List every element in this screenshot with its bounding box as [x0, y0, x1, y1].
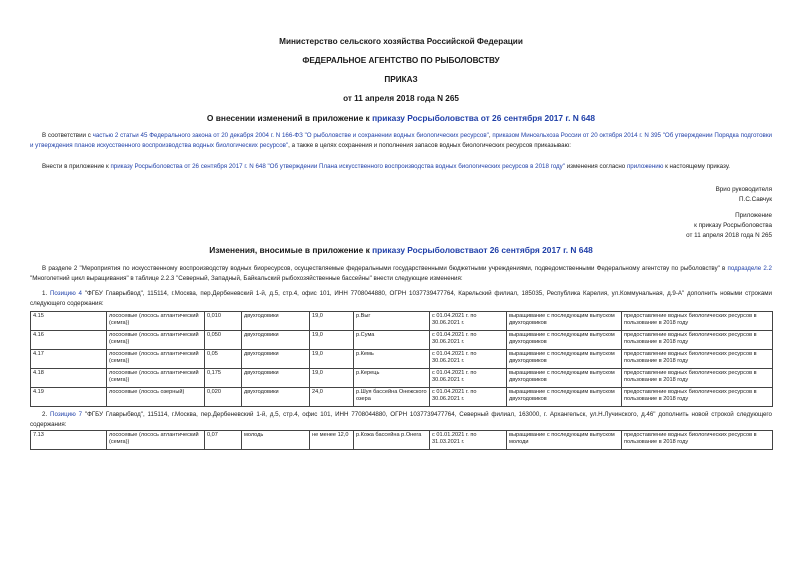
position-7-link[interactable]: Позицию 7	[50, 411, 83, 418]
table-cell: с 01.04.2021 г. по 30.06.2021 г.	[430, 388, 507, 407]
table-cell: предоставление водных биологических ресурсов в пользование в 2018 году	[622, 369, 773, 388]
table-row	[31, 388, 773, 407]
table-cell: двухгодовики	[242, 350, 310, 369]
table-cell: двухгодовики	[242, 331, 310, 350]
table-cell: двухгодовики	[242, 369, 310, 388]
paragraph-position-4: 1. Позицию 4 "ФГБУ Главрыбвод", 115114, г.Москва, пер.Дербеневский 1-й, д.5, стр.4, офис 101, ИНН 7708044880, ОГРН 1037739477764, Карельский филиал, 185035, Республика Карелия, ул.Коммунальная, д.9-А" дополнить новыми строками следующего содержания:	[30, 290, 772, 307]
table-cell: 0,07	[205, 431, 242, 450]
table-cell: 0,050	[205, 331, 242, 350]
table-cell: предоставление водных биологических ресурсов в пользование в 2018 году	[622, 388, 773, 407]
changes-title: Изменения, вносимые в приложение к приказу Росрыболовстваот 26 сентября 2017 г. N 648	[209, 245, 593, 255]
table-row	[31, 369, 773, 388]
table-cell: предоставление водных биологических ресурсов в пользование в 2018 году	[622, 331, 773, 350]
table-cell: 0,05	[205, 350, 242, 369]
table-cell: 19,0	[310, 331, 354, 350]
agency-heading: ФЕДЕРАЛЬНОЕ АГЕНТСТВО ПО РЫБОЛОВСТВУ	[302, 56, 500, 65]
appendix-line-2: к приказу Росрыболовства	[694, 221, 772, 229]
table-cell: р.Кемь	[354, 350, 430, 369]
table-cell: двухгодовики	[242, 388, 310, 407]
ministry-heading: Министерство сельского хозяйства Российской Федерации	[279, 37, 523, 46]
table-cell: с 01.04.2021 г. по 30.06.2021 г.	[430, 369, 507, 388]
table-cell: выращивание с последующим выпуском двухгодовиков	[507, 312, 622, 331]
table-cell: лососевые (лосось атлантический (семга))	[107, 369, 205, 388]
table-cell: р.Кожа бассейна р.Онега	[354, 431, 430, 450]
table-cell: лососевые (лосось атлантический (семга))	[107, 312, 205, 331]
table-cell: предоставление водных биологических ресурсов в пользование в 2018 году	[622, 431, 773, 450]
table-cell: 0,020	[205, 388, 242, 407]
table-cell: р.Шуя бассейна Онежского озера	[354, 388, 430, 407]
table-cell: р.Выг	[354, 312, 430, 331]
table-cell: выращивание с последующим выпуском молоди	[507, 431, 622, 450]
table-cell: 19,0	[310, 350, 354, 369]
table-cell: 4.15	[31, 312, 107, 331]
table-position-7	[30, 430, 773, 450]
order-date: от 11 апреля 2018 года N 265	[343, 94, 459, 103]
table-cell: выращивание с последующим выпуском двухгодовиков	[507, 331, 622, 350]
position-4-link[interactable]: Позицию 4	[49, 290, 82, 297]
table-cell: выращивание с последующим выпуском двухгодовиков	[507, 350, 622, 369]
signature-block	[716, 185, 772, 205]
table-cell: предоставление водных биологических ресурсов в пользование в 2018 году	[622, 350, 773, 369]
table-cell: р.Керець	[354, 369, 430, 388]
ministry-order-link[interactable]: приказом Минсельхоза России от 20 октября 2014 г. N 395 "Об утверждении Порядка подготовки и утверждения планов искусственного воспроизводства водных биологических ресурсов"	[30, 132, 772, 149]
table-cell: 4.18	[31, 369, 107, 388]
appendix-line-3: от 11 апреля 2018 года N 265	[686, 231, 772, 239]
paragraph-order: Внести в приложение к приказу Росрыболовства от 26 сентября 2017 г. N 648 "Об утверждении Плана искусственного воспроизводства водных биологических ресурсов в 2018 году" изменения согласно приложению к настоящему приказу.	[42, 163, 731, 170]
appendix-line-1: Приложение	[735, 212, 772, 219]
table-cell: 0,010	[205, 312, 242, 331]
table-cell: молодь	[242, 431, 310, 450]
table-cell: выращивание с последующим выпуском двухгодовиков	[507, 369, 622, 388]
signature-role: Врио руководителя	[715, 186, 772, 193]
changes-title-link[interactable]: приказу Росрыболовстваот 26 сентября 2017 г. N 648	[372, 245, 593, 255]
table-cell: 4.17	[31, 350, 107, 369]
table-cell: 19,0	[310, 312, 354, 331]
order-title: О внесении изменений в приложение к приказу Росрыболовства от 26 сентября 2017 г. N 648	[206, 113, 596, 123]
table-cell: выращивание с последующим выпуском двухгодовиков	[507, 388, 622, 407]
subsection-link[interactable]: подразделе 2.2	[727, 265, 772, 272]
table-cell: 0,175	[205, 369, 242, 388]
paragraph-basis: В соответствии с частью 2 статьи 45 Федерального закона от 20 декабря 2004 г. N 166-ФЗ "О рыболовстве и сохранении водных биологических ресурсов", приказом Минсельхоза России от 20 октября 2014 г. N 395 "Об утверждении Порядка подготовки и утверждения планов искусственного воспроизводства водных биологических ресурсов", а также в целях сохранения и пополнения запасов водных биологических ресурсов приказываю:	[30, 132, 772, 149]
order-heading: ПРИКАЗ	[384, 75, 418, 84]
table-cell: 7.13	[31, 431, 107, 450]
table-cell: с 01.04.2021 г. по 30.06.2021 г.	[430, 331, 507, 350]
table-row	[31, 431, 773, 450]
table-cell: лососевые (лосось озерный)	[107, 388, 205, 407]
table-cell: лососевые (лосось атлантический (семга))	[107, 350, 205, 369]
table-cell: р.Сума	[354, 331, 430, 350]
paragraph-position-7: 2. Позицию 7 "ФГБУ Главрыбвод", 115114, г.Москва, пер.Дербеневский 1-й, д.5, стр.4, офис 101, ИНН 7708044880, ОГРН 1037739477764, Северный филиал, 163000, г. Архангельск, ул.Н.Лучинского, д.46" дополнить новой строкой следующего содержания:	[30, 411, 772, 428]
table-cell: предоставление водных биологических ресурсов в пользование в 2018 году	[622, 312, 773, 331]
table-position-4	[30, 311, 773, 407]
table-cell: лососевые (лосось атлантический (семга))	[107, 331, 205, 350]
table-cell: 4.19	[31, 388, 107, 407]
order-648-link[interactable]: приказу Росрыболовства от 26 сентября 2017 г. N 648 "Об утверждении Плана искусственного воспроизводства водных биологических ресурсов в 2018 году"	[110, 163, 565, 170]
table-cell: с 01.04.2021 г. по 30.06.2021 г.	[430, 350, 507, 369]
order-title-link[interactable]: приказу Росрыболовства от 26 сентября 2017 г. N 648	[372, 113, 596, 123]
law-link[interactable]: частью 2 статьи 45 Федерального закона от 20 декабря 2004 г. N 166-ФЗ "О рыболовстве и сохранении водных биологических ресурсов"	[92, 132, 489, 139]
table-cell: двухгодовики	[242, 312, 310, 331]
paragraph-section: В разделе 2 "Мероприятия по искусственному воспроизводству водных биоресурсов, осуществляемые федеральными государственными бюджетными учреждениями, подведомственными Федеральному агентству по рыболовству" в подразделе 2.2 "Многолетний цикл выращивания" в таблице 2.2.3 "Северный, Западный, Байкальский рыбохозяйственные бассейны" внести следующие изменения:	[30, 265, 772, 282]
table-row	[31, 331, 773, 350]
table-cell: с 01.01.2021 г. по 31.03.2021 г.	[430, 431, 507, 450]
table-cell: с 01.04.2021 г. по 30.06.2021 г.	[430, 312, 507, 331]
signature-name: П.С.Савчук	[739, 195, 772, 203]
table-cell: лососевые (лосось атлантический (семга))	[107, 431, 205, 450]
table-row	[31, 312, 773, 331]
table-cell: 24,0	[310, 388, 354, 407]
table-cell: 4.16	[31, 331, 107, 350]
table-cell: не менее 12,0	[310, 431, 354, 450]
table-cell: 19,0	[310, 369, 354, 388]
table-row	[31, 350, 773, 369]
appendix-link[interactable]: приложению	[626, 163, 664, 170]
appendix-block	[686, 211, 772, 240]
